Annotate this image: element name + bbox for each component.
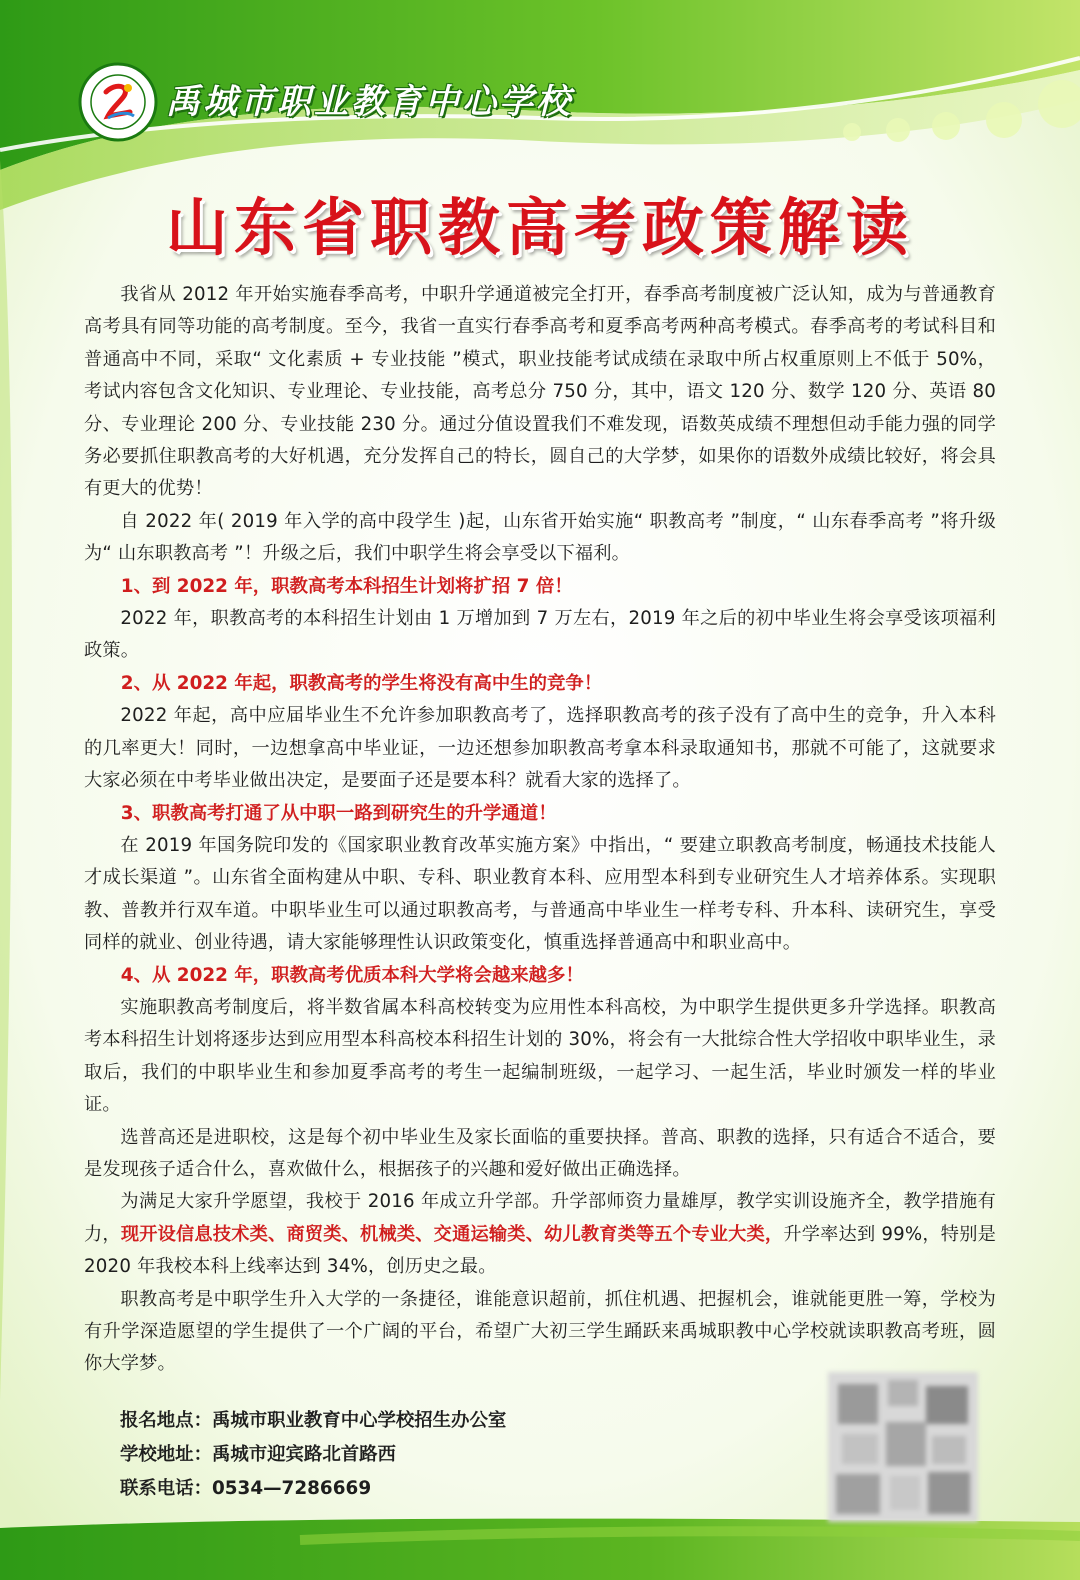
registration-location — [120, 1404, 506, 1438]
highlighted-majors: 现开设信息技术类、商贸类、机械类、交通运输类、幼儿教育类等五个专业大类， — [120, 1223, 784, 1245]
qr-code-icon — [828, 1372, 978, 1522]
paragraph: 2022 年，职教高考的本科招生计划由 1 万增加到 7 万左右，2019 年之后的初中毕业生将会享受该项福利政策。 — [84, 608, 996, 662]
article-body — [84, 279, 996, 1381]
paragraph-text: 为满足大家升学愿望，我校于 2016 年成立升学部。升学部师资力量雄厚，教学实训设施齐全，教学措施有力， — [84, 1191, 996, 1245]
paragraph: 自 2022 年( 2019 年入学的高中段学生 )起，山东省开始实施“ 职教高考 ”制度，“ 山东春季高考 ”将升级为“ 山东职教高考 ”！升级之后，我们中职学生将会享受以下福利。 — [84, 510, 996, 565]
value: 禹城市迎宾路北首路西 — [211, 1444, 396, 1465]
page-title: 山东省职教高考政策解读 — [165, 191, 914, 264]
value: 0534—7286669 — [211, 1478, 372, 1499]
paragraph: 在 2019 年国务院印发的《国家职业教育改革实施方案》中指出，“ 要建立职教高考制度，畅通技术技能人才成长渠道 ”。山东省全面构建从中职、专科、职业教育本科、应用型本科到专业研究生人才培养体系。实现职教、普教并行双车道。中职毕业生可以通过职教高考，与普通高中毕业生一样考专科、升本科、读研究生，享受同样的就业、创业待遇，请大家能够理性认识政策变化，慎重选择普通高中和职业高中。 — [84, 834, 996, 954]
section-heading: 1、到 2022 年，职教高考本科招生计划将扩招 7 倍！ — [120, 575, 573, 597]
school-name: 禹城市职业教育中心学校 — [166, 82, 573, 122]
paragraph: 2022 年起，高中应届毕业生不允许参加职教高考了，选择职教高考的孩子没有了高中生的竞争，升入本科的几率更大！同时，一边想拿高中毕业证，一边还想参加职教高考拿本科录取通知书，那就不可能了，这就要求大家必须在中考毕业做出决定，是要面子还是要本科？就看大家的选择了。 — [84, 705, 996, 792]
school-address — [120, 1438, 506, 1472]
contact-info — [120, 1404, 506, 1506]
section-heading: 3、职教高考打通了从中职一路到研究生的升学通道！ — [120, 802, 557, 824]
paragraph: 实施职教高考制度后，将半数省属本科高校转变为应用性本科高校，为中职学生提供更多升学选择。职教高考本科招生计划将逐步达到应用型本科高校本科招生计划的 30%，将会有一大批综合性大学招收中职毕业生，录取后，我们的中职毕业生和参加夏季高考的考生一起编制班级，一起学习、一起生活，毕业时颁发一样的毕业证。 — [84, 996, 996, 1116]
section-heading: 2、从 2022 年起，职教高考的学生将没有高中生的竞争！ — [120, 672, 603, 694]
contact-phone — [120, 1472, 506, 1506]
label: 学校地址： — [120, 1444, 212, 1465]
paragraph: 职教高考是中职学生升入大学的一条捷径，谁能意识超前，抓住机遇、把握机会，谁就能更胜一筹，学校为有升学深造愿望的学生提供了一个广阔的平台，希望广大初三学生踊跃来禹城职教中心学校就读职教高考班，圆你大学梦。 — [84, 1288, 996, 1375]
school-logo-icon — [78, 62, 158, 142]
paragraph — [84, 1186, 996, 1283]
paragraph: 选普高还是进职校，这是每个初中毕业生及家长面临的重要抉择。普高、职教的选择，只有适合不适合，要是发现孩子适合什么，喜欢做什么，根据孩子的兴趣和爱好做出正确选择。 — [84, 1126, 996, 1180]
label: 报名地点： — [120, 1410, 212, 1431]
section-heading: 4、从 2022 年，职教高考优质本科大学将会越来越多！ — [120, 964, 584, 986]
paragraph-text: 升学率达到 99%，特别是 2020 年我校本科上线率达到 34%，创历史之最。 — [84, 1223, 996, 1278]
value: 禹城市职业教育中心学校招生办公室 — [211, 1410, 507, 1431]
label: 联系电话： — [120, 1478, 212, 1499]
header — [0, 0, 1080, 140]
paragraph: 我省从 2012 年开始实施春季高考，中职升学通道被完全打开，春季高考制度被广泛认知，成为与普通教育高考具有同等功能的高考制度。至今，我省一直实行春季高考和夏季高考两种高考模式。春季高考的考试科目和普通高中不同，采取“ 文化素质 + 专业技能 ”模式，职业技能考试成绩在录取中所占权重原则上不低于 50%，考试内容包含文化知识、专业理论、专业技能，高考总分 750 分，其中，语文 120 分、数学 120 分、英语 80 分、专业理论 200 分、专业技能 230 分。通过分值设置我们不难发现，语数英成绩不理想但动手能力强的同学务必要抓住职教高考的大好机遇，充分发挥自己的特长，圆自己的大学梦，如果你的语数外成绩比较好，将会具有更大的优势！ — [84, 284, 996, 500]
